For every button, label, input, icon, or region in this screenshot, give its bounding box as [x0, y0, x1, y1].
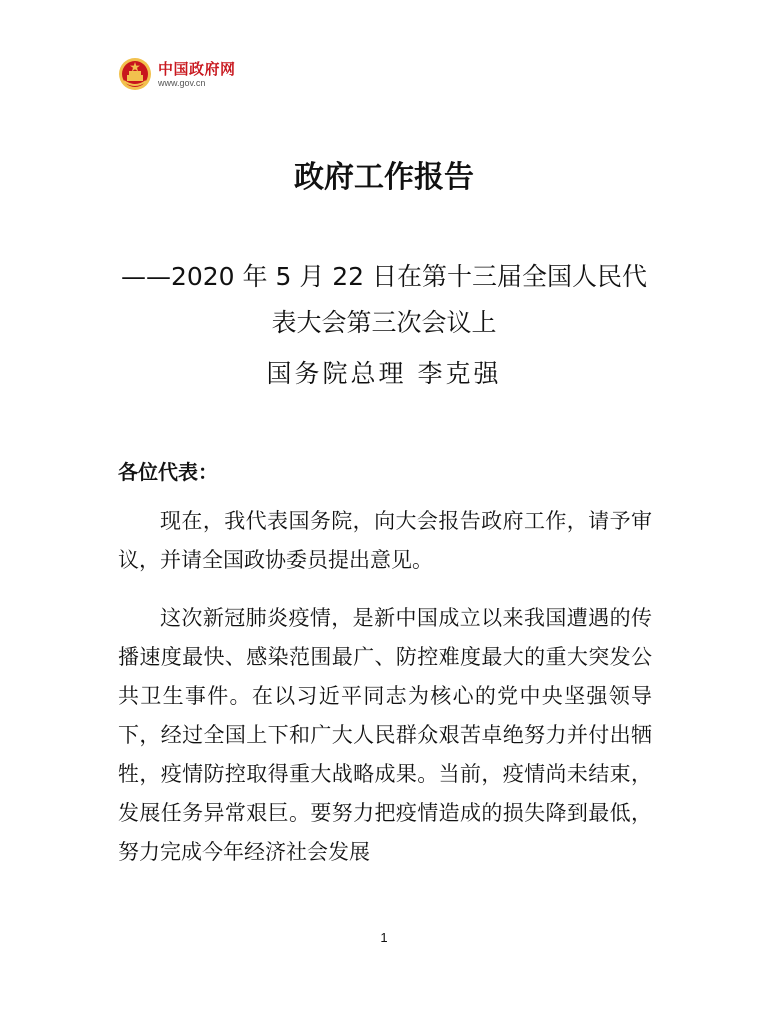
document-author: 国务院总理 李克强: [266, 359, 502, 388]
national-emblem-icon: [118, 57, 152, 91]
logo-text: [158, 60, 236, 89]
site-logo[interactable]: [118, 54, 236, 94]
paragraph: 这次新冠肺炎疫情，是新中国成立以来我国遭遇的传播速度最快、感染范围最广、防控难度最大的重大突发公共卫生事件。在以习近平同志为核心的党中央坚强领导下，经过全国上下和广大人民群众艰苦卓绝努力并付出牺牲，疫情防控取得重大战略成果。当前，疫情尚未结束，发展任务异常艰巨。要努力把疫情造成的损失降到最低，努力完成今年经济社会发展: [118, 606, 652, 864]
document-subtitle: ——2020 年 5 月 22 日在第十三届全国人民代表大会第三次会议上: [120, 262, 648, 337]
paragraph: 现在，我代表国务院，向大会报告政府工作，请予审议，并请全国政协委员提出意见。: [118, 509, 652, 572]
page-number: 1: [380, 930, 388, 945]
salutation: 各位代表：: [118, 460, 218, 484]
site-url: www.gov.cn: [158, 77, 206, 88]
site-name: 中国政府网: [158, 59, 236, 78]
document-title: 政府工作报告: [294, 160, 474, 195]
